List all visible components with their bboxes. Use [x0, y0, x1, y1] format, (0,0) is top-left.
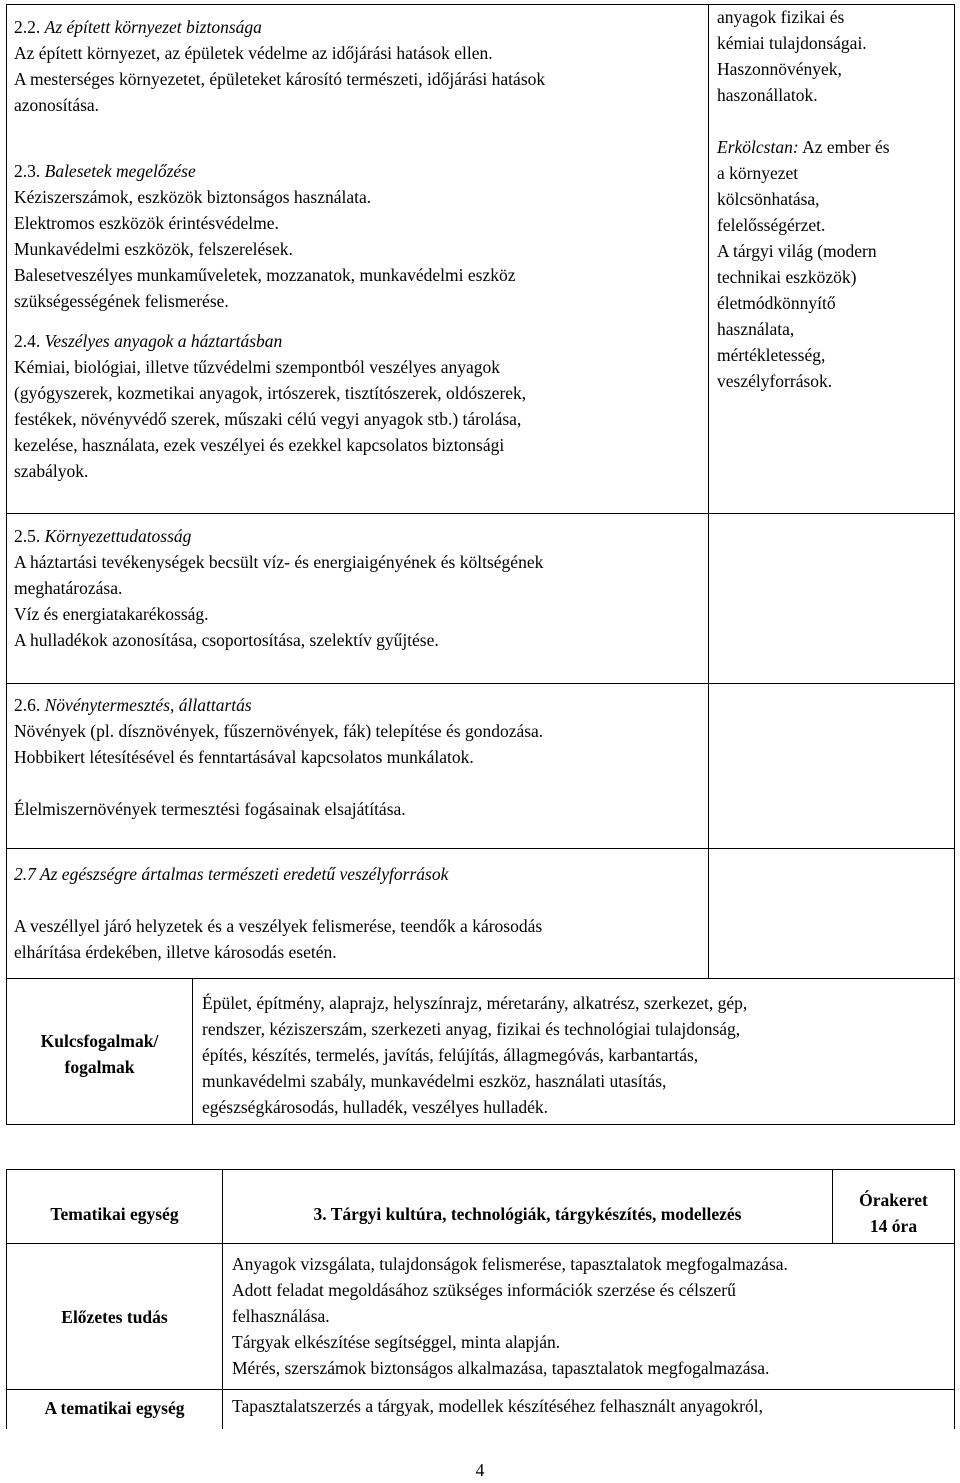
text-line: A háztartási tevékenységek becsült víz- és energiaigényének és költségének	[14, 552, 544, 572]
section-2-6	[14, 692, 704, 822]
upper-table-border-left	[6, 4, 7, 1125]
text-line: Haszonnövények,	[717, 59, 842, 79]
hours-box	[833, 1187, 954, 1239]
lower-table-row-divider	[6, 1243, 955, 1244]
section-title: 2.7 Az egészségre ártalmas természeti eredetű veszélyforrások	[14, 864, 449, 884]
text-line: azonosítása.	[14, 95, 100, 115]
text-line: veszélyforrások.	[717, 371, 833, 391]
section-num: 2.6.	[14, 695, 41, 715]
text-line: Balesetveszélyes munkaműveletek, mozzanatok, munkavédelmi eszköz	[14, 265, 516, 285]
text-line: felhasználása.	[232, 1306, 330, 1326]
text-line: festékek, növényvédő szerek, műszaki célú vegyi anyagok stb.) tárolása,	[14, 409, 522, 429]
text-line: Tárgyak elkészítése segítséggel, minta alapján.	[232, 1332, 561, 1352]
text-line: mértékletesség,	[717, 345, 826, 365]
upper-table-border-bottom	[6, 1124, 955, 1125]
section-2-4	[14, 328, 704, 484]
goal-text: Tapasztalatszerzés a tárgyak, modellek készítéséhez felhasznált anyagokról,	[232, 1396, 763, 1416]
text-line: felelősségérzet.	[717, 215, 826, 235]
lower-table-border-right	[954, 1169, 955, 1429]
text-line: életmódkönnyítő	[717, 293, 836, 313]
text-line: elhárítása érdekében, illetve károsodás esetén.	[14, 942, 337, 962]
connections-column	[717, 4, 952, 394]
text-line: munkavédelmi szabály, munkavédelmi eszköz, használati utasítás,	[202, 1071, 667, 1091]
text-line: Elektromos eszközök érintésvédelme.	[14, 213, 279, 233]
text-line: A hulladékok azonosítása, csoportosítása, szelektív gyűjtése.	[14, 630, 439, 650]
goal-label: A tematikai egység	[44, 1398, 185, 1418]
section-num: 2.3.	[14, 161, 41, 181]
text-line: A tárgyi világ (modern	[717, 241, 877, 261]
text-line: Kémiai, biológiai, illetve tűzvédelmi szempontból veszélyes anyagok	[14, 357, 500, 377]
text-line: kezelése, használata, ezek veszélyei és ezekkel kapcsolatos biztonsági	[14, 435, 505, 455]
section-title: Növénytermesztés, állattartás	[44, 695, 252, 715]
prior-knowledge-label: Előzetes tudás	[61, 1307, 168, 1327]
col-divider-right	[708, 4, 709, 979]
keywords-label	[7, 1028, 192, 1080]
keywords-col-divider	[192, 978, 193, 1125]
text-line: Adott feladat megoldásához szükséges információk szerzése és célszerű	[232, 1280, 736, 1300]
hours-label: Órakeret	[859, 1190, 928, 1210]
text-line: építés, készítés, termelés, javítás, felújítás, állagmegóvás, karbantartás,	[202, 1045, 699, 1065]
section-title: Veszélyes anyagok a háztartásban	[44, 331, 283, 351]
text-line: meghatározása.	[14, 578, 123, 598]
subject-label: Erkölcstan:	[717, 137, 799, 157]
section-num: 2.4.	[14, 331, 41, 351]
tematikai-label: Tematikai egység	[50, 1204, 179, 1224]
prior-knowledge-text	[232, 1251, 950, 1381]
section-title: Környezettudatosság	[44, 526, 192, 546]
row-divider-3	[6, 848, 955, 849]
text-line: szabályok.	[14, 461, 89, 481]
text-line: egészségkárosodás, hulladék, veszélyes hulladék.	[202, 1097, 548, 1117]
row-divider-2	[6, 683, 955, 684]
lower-table-row-divider-2	[6, 1389, 955, 1390]
text-line: Anyagok vizsgálata, tulajdonságok felismerése, tapasztalatok megfogalmazása.	[232, 1254, 788, 1274]
section-2-2	[14, 14, 704, 118]
text-line: Víz és energiatakarékosság.	[14, 604, 209, 624]
hours-value: 14 óra	[869, 1216, 918, 1236]
text-line: (gyógyszerek, kozmetikai anyagok, irtószerek, tisztítószerek, oldószerek,	[14, 383, 527, 403]
text-line: Növények (pl. dísznövények, fűszernövények, fák) telepítése és gondozása.	[14, 721, 544, 741]
text-line: Munkavédelmi eszközök, felszerelések.	[14, 239, 293, 259]
section-title: Az épített környezet biztonsága	[44, 17, 262, 37]
text-line: a környezet	[717, 163, 799, 183]
text-line: Mérés, szerszámok biztonságos alkalmazása, tapasztalatok megfogalmazása.	[232, 1358, 770, 1378]
text-line: Élelmiszernövények termesztési fogásainak elsajátítása.	[14, 799, 406, 819]
row-divider-4	[6, 978, 955, 979]
section-2-5	[14, 523, 704, 653]
text-line: Az ember és	[798, 137, 890, 157]
text-line: A veszéllyel járó helyzetek és a veszélyek felismerése, teendők a károsodás	[14, 916, 543, 936]
text-line: kémiai tulajdonságai.	[717, 33, 867, 53]
row-divider-1	[6, 513, 955, 514]
text-line: használata,	[717, 319, 795, 339]
text-line: szükségességének felismerése.	[14, 291, 229, 311]
section-num: 2.2.	[14, 17, 41, 37]
unit-title: 3. Tárgyi kultúra, technológiák, tárgykészítés, modellezés	[313, 1204, 742, 1224]
section-2-7	[14, 861, 704, 965]
section-title: Balesetek megelőzése	[44, 161, 196, 181]
lower-table-border-top	[6, 1169, 955, 1170]
text-line: Az épített környezet, az épületek védelme az időjárási hatások ellen.	[14, 43, 493, 63]
text-line: technikai eszközök)	[717, 267, 857, 287]
text-line: haszonállatok.	[717, 85, 818, 105]
text-line: kölcsönhatása,	[717, 189, 820, 209]
label-line: fogalmak	[64, 1057, 135, 1077]
upper-table-border-right	[954, 4, 955, 1125]
keywords-text	[202, 990, 952, 1120]
text-line: rendszer, kéziszerszám, szerkezeti anyag, fizikai és technológiai tulajdonság,	[202, 1019, 741, 1039]
text-line: anyagok fizikai és	[717, 7, 845, 27]
section-2-3	[14, 158, 704, 314]
section-num: 2.5.	[14, 526, 41, 546]
label-line: Kulcsfogalmak/	[40, 1031, 159, 1051]
text-line: A mesterséges környezetet, épületeket károsító természeti, időjárási hatások	[14, 69, 546, 89]
text-line: Kéziszerszámok, eszközök biztonságos használata.	[14, 187, 372, 207]
text-line: Épület, építmény, alaprajz, helyszínrajz, méretarány, alkatrész, szerkezet, gép,	[202, 993, 748, 1013]
page-number: 4	[475, 1460, 485, 1480]
text-line: Hobbikert létesítésével és fenntartásával kapcsolatos munkálatok.	[14, 747, 474, 767]
